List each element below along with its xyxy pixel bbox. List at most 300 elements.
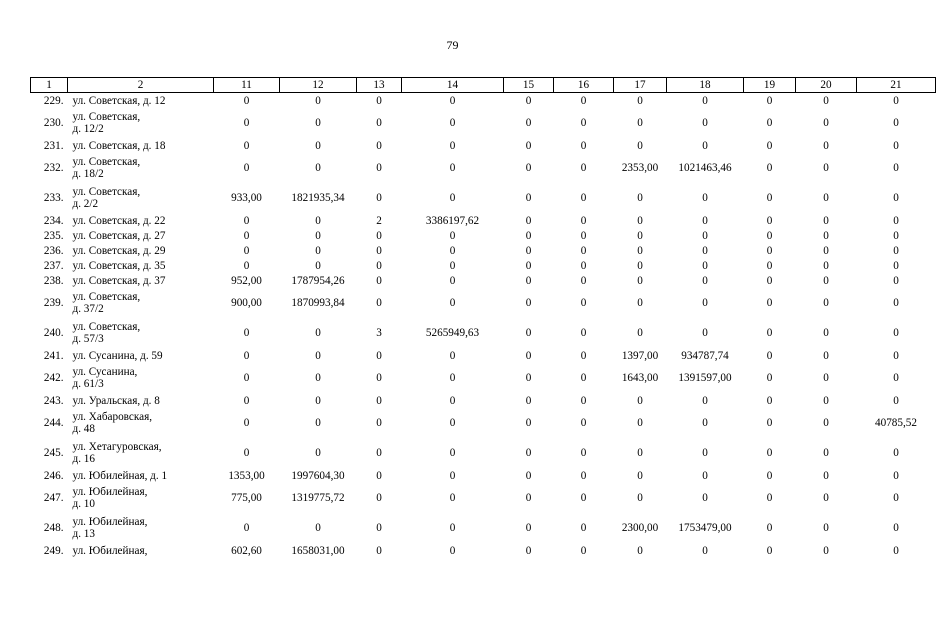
address-line: ул. Сусанина, д. 59 <box>72 349 163 362</box>
value-cell: 0 <box>243 139 250 152</box>
row-number: 231. <box>43 139 64 152</box>
value-cell: 0 <box>449 274 456 287</box>
row-number: 236. <box>43 244 64 257</box>
value-cell: 0 <box>580 297 587 309</box>
value-cell: 0 <box>766 469 773 482</box>
address-line: ул. Советская, д. 18 <box>72 139 166 152</box>
value-cell: 0 <box>766 297 773 309</box>
value-cell: 0 <box>315 259 321 272</box>
table-row <box>31 348 936 363</box>
header-cell: 19 <box>744 78 796 93</box>
value-cell: 0 <box>702 214 708 227</box>
value-cell: 0 <box>525 522 532 534</box>
value-cell: 40785,52 <box>875 417 917 429</box>
table-row <box>31 318 936 348</box>
address-cell <box>68 483 214 513</box>
row-number: 235. <box>43 229 64 242</box>
value-cell: 0 <box>376 394 382 407</box>
value-cell: 0 <box>893 349 899 362</box>
value-cell: 0 <box>637 229 643 242</box>
header-cell: 1 <box>31 78 68 93</box>
value-cell: 900,00 <box>231 297 262 309</box>
value-cell: 0 <box>376 162 382 174</box>
value-cell: 0 <box>243 327 250 339</box>
table-row <box>31 243 936 258</box>
row-number: 230. <box>43 117 64 129</box>
value-cell: 1391597,00 <box>678 372 732 384</box>
row-number: 239. <box>43 297 64 309</box>
address-line: ул. Юбилейная, <box>72 486 148 498</box>
value-cell: 0 <box>893 214 899 227</box>
header-cell: 13 <box>357 78 402 93</box>
row-number: 229. <box>43 94 64 107</box>
address-cell <box>68 153 214 183</box>
value-cell: 2 <box>376 214 382 227</box>
row-number: 248. <box>43 522 64 534</box>
address-line: ул. Советская, д. 35 <box>72 259 166 272</box>
value-cell: 1753479,00 <box>678 522 732 534</box>
value-cell: 0 <box>893 447 899 459</box>
address-line: ул. Советская, <box>72 321 141 333</box>
value-cell: 0 <box>315 372 321 384</box>
value-cell: 0 <box>449 469 456 482</box>
value-cell: 0 <box>315 117 321 129</box>
value-cell: 1787954,26 <box>291 274 345 287</box>
value-cell: 0 <box>766 259 773 272</box>
table-row <box>31 183 936 213</box>
table-row <box>31 108 936 138</box>
value-cell: 0 <box>893 394 899 407</box>
value-cell: 0 <box>449 259 456 272</box>
value-cell: 0 <box>315 229 321 242</box>
value-cell: 0 <box>580 259 587 272</box>
address-line: д. 13 <box>72 528 95 540</box>
value-cell: 0 <box>823 259 829 272</box>
value-cell: 0 <box>823 139 829 152</box>
table-row <box>31 408 936 438</box>
value-cell: 0 <box>449 372 456 384</box>
value-cell: 0 <box>243 162 250 174</box>
value-cell: 0 <box>449 492 456 504</box>
address-line: д. 2/2 <box>72 198 99 210</box>
value-cell: 0 <box>449 229 456 242</box>
table-row <box>31 288 936 318</box>
value-cell: 0 <box>893 162 899 174</box>
address-cell <box>68 393 214 408</box>
row-number: 246. <box>43 469 64 482</box>
header-cell: 17 <box>614 78 667 93</box>
value-cell: 0 <box>580 244 587 257</box>
table-row <box>31 543 936 558</box>
value-cell: 0 <box>893 297 899 309</box>
address-line: д. 61/3 <box>72 378 104 390</box>
value-cell: 0 <box>243 349 250 362</box>
value-cell: 0 <box>315 447 321 459</box>
address-cell <box>68 273 214 288</box>
data-table <box>30 77 936 558</box>
value-cell: 0 <box>893 274 899 287</box>
row-number: 233. <box>43 192 64 204</box>
value-cell: 0 <box>525 349 532 362</box>
value-cell: 0 <box>766 192 773 204</box>
value-cell: 0 <box>449 417 456 429</box>
value-cell: 0 <box>580 417 587 429</box>
value-cell: 0 <box>525 544 532 557</box>
value-cell: 0 <box>315 139 321 152</box>
value-cell: 0 <box>823 544 829 557</box>
value-cell: 1658031,00 <box>291 544 345 557</box>
address-line: ул. Сусанина, <box>72 366 138 378</box>
address-line: д. 10 <box>72 498 95 510</box>
value-cell: 0 <box>376 372 382 384</box>
value-cell: 0 <box>893 192 899 204</box>
header-cell: 15 <box>504 78 554 93</box>
value-cell: 0 <box>580 327 587 339</box>
value-cell: 0 <box>893 229 899 242</box>
value-cell: 0 <box>525 259 532 272</box>
value-cell: 0 <box>376 139 382 152</box>
page-number: 79 <box>446 38 459 52</box>
header-cell: 18 <box>667 78 744 93</box>
address-cell <box>68 468 214 483</box>
value-cell: 0 <box>637 117 643 129</box>
value-cell: 0 <box>525 394 532 407</box>
header-cell: 14 <box>402 78 504 93</box>
value-cell: 1319775,72 <box>291 492 345 504</box>
value-cell: 0 <box>449 244 456 257</box>
value-cell: 0 <box>823 244 829 257</box>
value-cell: 0 <box>449 349 456 362</box>
address-line: д. 37/2 <box>72 303 104 315</box>
address-line: ул. Советская, д. 22 <box>72 214 166 227</box>
header-cell: 2 <box>68 78 214 93</box>
value-cell: 0 <box>580 394 587 407</box>
value-cell: 0 <box>893 139 899 152</box>
value-cell: 0 <box>702 394 708 407</box>
value-cell: 0 <box>893 244 899 257</box>
value-cell: 0 <box>243 522 250 534</box>
value-cell: 0 <box>702 259 708 272</box>
value-cell: 1397,00 <box>621 349 659 362</box>
row-number: 249. <box>43 544 64 557</box>
address-line: ул. Советская, д. 27 <box>72 229 166 242</box>
value-cell: 0 <box>580 522 587 534</box>
value-cell: 0 <box>893 117 899 129</box>
address-line: ул. Хабаровская, <box>72 411 153 423</box>
value-cell: 0 <box>376 522 382 534</box>
value-cell: 0 <box>702 192 708 204</box>
value-cell: 0 <box>525 244 532 257</box>
value-cell: 0 <box>525 417 532 429</box>
value-cell: 0 <box>315 394 321 407</box>
value-cell: 0 <box>525 117 532 129</box>
address-line: ул. Советская, д. 29 <box>72 244 166 257</box>
address-cell <box>68 513 214 543</box>
value-cell: 1997604,30 <box>291 469 345 482</box>
table-row <box>31 513 936 543</box>
value-cell: 0 <box>376 492 382 504</box>
value-cell: 0 <box>580 447 587 459</box>
header-cell: 12 <box>280 78 357 93</box>
address-line: ул. Советская, д. 37 <box>72 274 166 287</box>
value-cell: 0 <box>525 139 532 152</box>
value-cell: 0 <box>823 417 829 429</box>
header-cell: 20 <box>796 78 857 93</box>
value-cell: 0 <box>766 244 773 257</box>
value-cell: 0 <box>580 349 587 362</box>
value-cell: 0 <box>766 274 773 287</box>
value-cell: 0 <box>376 447 382 459</box>
value-cell: 0 <box>823 327 829 339</box>
value-cell: 0 <box>766 229 773 242</box>
value-cell: 1643,00 <box>621 372 659 384</box>
value-cell: 0 <box>580 139 587 152</box>
value-cell: 0 <box>243 214 250 227</box>
value-cell: 0 <box>525 327 532 339</box>
value-cell: 0 <box>525 229 532 242</box>
value-cell: 0 <box>766 372 773 384</box>
header-cell: 21 <box>857 78 936 93</box>
value-cell: 0 <box>702 544 708 557</box>
address-cell <box>68 183 214 213</box>
value-cell: 5265949,63 <box>425 327 480 339</box>
value-cell: 0 <box>376 417 382 429</box>
address-line: ул. Юбилейная, д. 1 <box>72 469 168 482</box>
address-cell <box>68 408 214 438</box>
address-line: ул. Советская, <box>72 156 141 168</box>
value-cell: 0 <box>637 544 643 557</box>
value-cell: 1821935,34 <box>291 192 345 204</box>
value-cell: 933,00 <box>231 192 262 204</box>
value-cell: 0 <box>766 214 773 227</box>
value-cell: 0 <box>376 544 382 557</box>
value-cell: 0 <box>766 492 773 504</box>
value-cell: 1353,00 <box>228 469 265 482</box>
value-cell: 0 <box>376 259 382 272</box>
value-cell: 0 <box>893 259 899 272</box>
table-row <box>31 138 936 153</box>
value-cell: 1870993,84 <box>291 297 345 309</box>
value-cell: 0 <box>823 447 829 459</box>
value-cell: 0 <box>525 492 532 504</box>
address-cell <box>68 363 214 393</box>
value-cell: 0 <box>766 417 773 429</box>
table-row <box>31 93 936 109</box>
header-cell: 11 <box>214 78 280 93</box>
row-number: 234. <box>43 214 64 227</box>
value-cell: 0 <box>243 244 250 257</box>
value-cell: 0 <box>449 192 456 204</box>
address-cell <box>68 438 214 468</box>
value-cell: 0 <box>449 297 456 309</box>
table-row <box>31 153 936 183</box>
table-row <box>31 273 936 288</box>
value-cell: 0 <box>637 492 643 504</box>
value-cell: 0 <box>702 274 708 287</box>
value-cell: 0 <box>823 274 829 287</box>
value-cell: 0 <box>580 117 587 129</box>
value-cell: 0 <box>823 372 829 384</box>
value-cell: 0 <box>823 469 829 482</box>
value-cell: 0 <box>525 297 532 309</box>
row-number: 238. <box>43 274 64 287</box>
value-cell: 0 <box>315 417 321 429</box>
table-body <box>31 93 936 559</box>
value-cell: 0 <box>376 94 382 107</box>
value-cell: 0 <box>376 229 382 242</box>
value-cell: 0 <box>376 244 382 257</box>
value-cell: 0 <box>637 244 643 257</box>
value-cell: 0 <box>637 94 643 107</box>
value-cell: 0 <box>376 297 382 309</box>
address-line: ул. Хетагуровская, <box>72 441 162 453</box>
value-cell: 0 <box>702 117 708 129</box>
value-cell: 0 <box>766 327 773 339</box>
row-number: 244. <box>43 417 64 429</box>
value-cell: 0 <box>702 139 708 152</box>
value-cell: 0 <box>525 447 532 459</box>
value-cell: 0 <box>315 349 321 362</box>
address-line: ул. Юбилейная, <box>72 516 148 528</box>
value-cell: 934787,74 <box>681 349 729 362</box>
value-cell: 0 <box>766 394 773 407</box>
value-cell: 0 <box>449 394 456 407</box>
value-cell: 0 <box>637 447 643 459</box>
address-line: ул. Советская, <box>72 291 141 303</box>
value-cell: 0 <box>580 544 587 557</box>
value-cell: 0 <box>580 229 587 242</box>
value-cell: 0 <box>315 327 321 339</box>
address-cell <box>68 543 214 558</box>
value-cell: 0 <box>637 394 643 407</box>
value-cell: 0 <box>823 162 829 174</box>
value-cell: 0 <box>637 417 643 429</box>
address-line: ул. Советская, <box>72 111 141 123</box>
value-cell: 0 <box>823 492 829 504</box>
value-cell: 0 <box>766 447 773 459</box>
value-cell: 0 <box>893 469 899 482</box>
value-cell: 0 <box>243 394 250 407</box>
value-cell: 0 <box>243 117 250 129</box>
table-row <box>31 213 936 228</box>
value-cell: 0 <box>315 244 321 257</box>
value-cell: 0 <box>637 139 643 152</box>
value-cell: 0 <box>580 162 587 174</box>
table-row <box>31 468 936 483</box>
table-row <box>31 363 936 393</box>
value-cell: 0 <box>580 192 587 204</box>
address-cell <box>68 243 214 258</box>
address-line: д. 18/2 <box>72 168 104 180</box>
value-cell: 2300,00 <box>621 522 659 534</box>
table-row <box>31 393 936 408</box>
value-cell: 0 <box>823 297 829 309</box>
address-line: ул. Уральская, д. 8 <box>72 394 160 407</box>
row-number: 242. <box>43 372 64 384</box>
value-cell: 0 <box>766 162 773 174</box>
address-cell <box>68 108 214 138</box>
value-cell: 0 <box>766 117 773 129</box>
address-cell <box>68 138 214 153</box>
value-cell: 0 <box>823 229 829 242</box>
table-row <box>31 258 936 273</box>
value-cell: 0 <box>376 192 382 204</box>
address-cell <box>68 213 214 228</box>
value-cell: 0 <box>702 297 708 309</box>
value-cell: 0 <box>823 349 829 362</box>
value-cell: 0 <box>580 372 587 384</box>
value-cell: 0 <box>525 469 532 482</box>
address-cell <box>68 93 214 109</box>
value-cell: 0 <box>893 372 899 384</box>
address-cell <box>68 348 214 363</box>
value-cell: 0 <box>315 522 321 534</box>
value-cell: 775,00 <box>231 492 262 504</box>
row-number: 241. <box>43 349 64 362</box>
value-cell: 0 <box>766 139 773 152</box>
value-cell: 0 <box>525 274 532 287</box>
address-cell <box>68 318 214 348</box>
value-cell: 0 <box>702 492 708 504</box>
value-cell: 3386197,62 <box>425 214 480 227</box>
value-cell: 952,00 <box>231 274 262 287</box>
value-cell: 0 <box>580 94 587 107</box>
value-cell: 0 <box>525 94 532 107</box>
table-header-row <box>31 78 936 93</box>
address-line: д. 48 <box>72 423 95 435</box>
value-cell: 0 <box>243 372 250 384</box>
value-cell: 0 <box>823 394 829 407</box>
value-cell: 2353,00 <box>621 162 659 174</box>
row-number: 240. <box>43 327 64 339</box>
value-cell: 0 <box>893 492 899 504</box>
value-cell: 0 <box>243 447 250 459</box>
value-cell: 1021463,46 <box>678 162 732 174</box>
value-cell: 0 <box>637 274 643 287</box>
value-cell: 602,60 <box>231 544 262 557</box>
value-cell: 0 <box>376 469 382 482</box>
value-cell: 0 <box>449 139 456 152</box>
value-cell: 0 <box>702 447 708 459</box>
value-cell: 0 <box>243 229 250 242</box>
value-cell: 0 <box>637 297 643 309</box>
value-cell: 0 <box>893 327 899 339</box>
value-cell: 0 <box>525 192 532 204</box>
row-number: 237. <box>43 259 64 272</box>
row-number: 243. <box>43 394 64 407</box>
value-cell: 0 <box>580 274 587 287</box>
address-cell <box>68 228 214 243</box>
value-cell: 0 <box>525 214 532 227</box>
value-cell: 0 <box>702 229 708 242</box>
value-cell: 0 <box>449 117 456 129</box>
value-cell: 0 <box>702 244 708 257</box>
address-line: ул. Советская, <box>72 186 141 198</box>
row-number: 247. <box>43 492 64 504</box>
address-cell <box>68 288 214 318</box>
header-cell: 16 <box>554 78 614 93</box>
value-cell: 0 <box>766 94 773 107</box>
value-cell: 0 <box>525 372 532 384</box>
value-cell: 0 <box>637 469 643 482</box>
address-line: ул. Юбилейная, <box>72 544 148 557</box>
value-cell: 0 <box>893 544 899 557</box>
value-cell: 0 <box>823 192 829 204</box>
row-number: 245. <box>43 447 64 459</box>
value-cell: 0 <box>702 469 708 482</box>
value-cell: 0 <box>766 544 773 557</box>
value-cell: 0 <box>893 94 899 107</box>
